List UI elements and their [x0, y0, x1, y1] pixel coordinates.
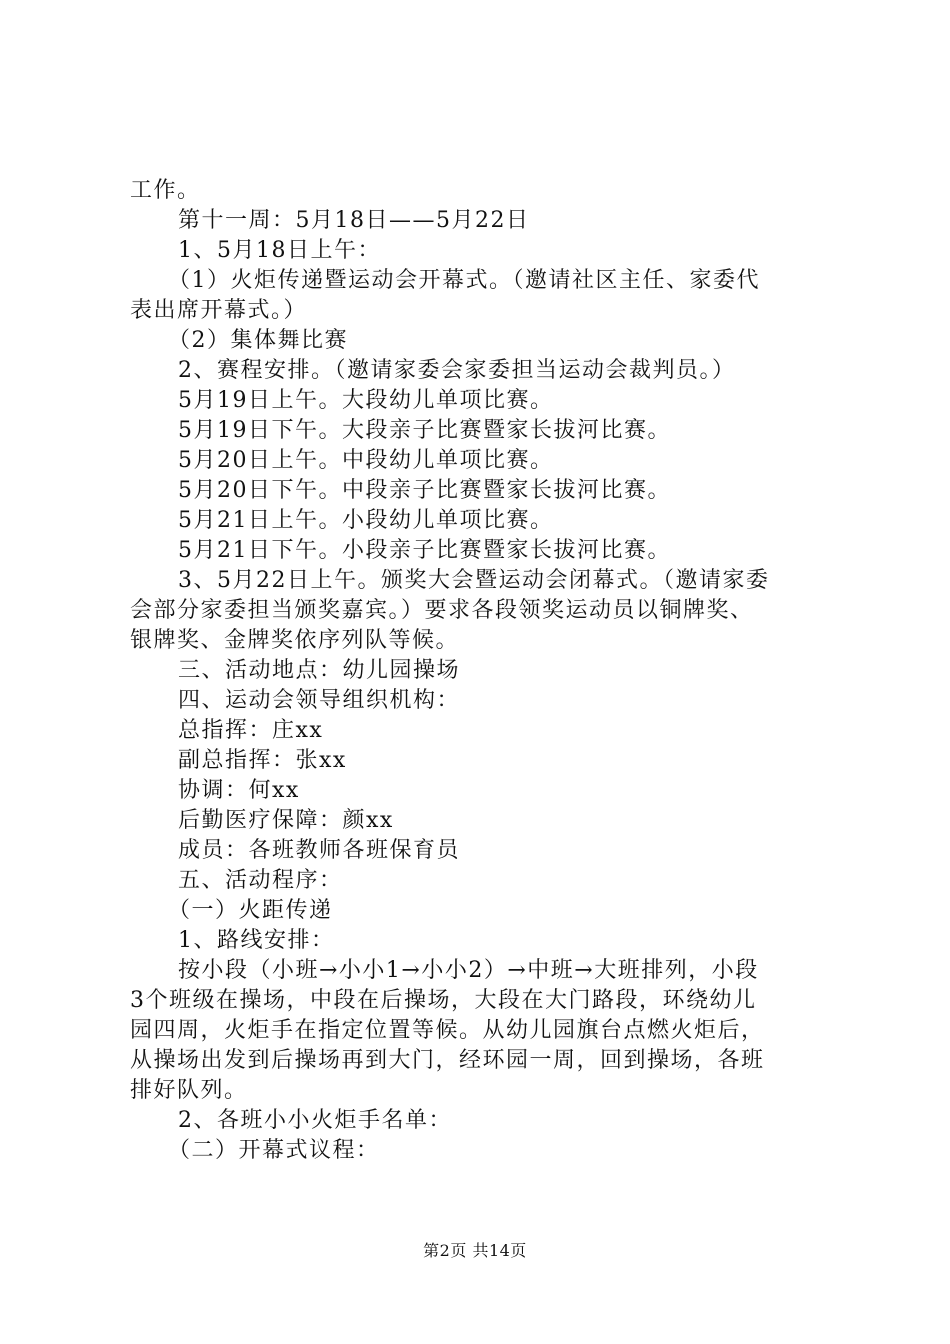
- text-line: 工作。: [130, 178, 201, 203]
- text-line: 成员：各班教师各班保育员: [178, 838, 461, 863]
- text-line: 园四周，火炬手在指定位置等候。从幼儿园旗台点燃火炬后，: [130, 1018, 765, 1043]
- text-line: 5月21日下午。小段亲子比赛暨家长拔河比赛。: [178, 538, 671, 563]
- text-line: 5月20日上午。中段幼儿单项比赛。: [178, 448, 554, 473]
- text-line: 1、5月18日上午：: [178, 238, 381, 263]
- text-line: 2、赛程安排。（邀请家委会家委担当运动会裁判员。）: [178, 358, 736, 383]
- text-line: （二）开幕式议程：: [168, 1138, 380, 1163]
- text-line: 三、活动地点：幼儿园操场: [178, 658, 461, 683]
- text-line: 2、各班小小火炬手名单：: [178, 1108, 452, 1133]
- text-line: 总指挥：庄xx: [178, 718, 324, 743]
- text-line: 5月21日上午。小段幼儿单项比赛。: [178, 508, 554, 533]
- text-line: 5月19日下午。大段亲子比赛暨家长拔河比赛。: [178, 418, 671, 443]
- page-footer: 第2页 共14页: [423, 1241, 527, 1260]
- text-line: 3个班级在操场，中段在后操场，大段在大门路段，环绕幼儿: [130, 988, 757, 1013]
- text-line: 5月20日下午。中段亲子比赛暨家长拔河比赛。: [178, 478, 671, 503]
- text-line: 排好队列。: [130, 1078, 248, 1103]
- text-line: 副总指挥：张xx: [178, 748, 347, 773]
- text-line: 表出席开幕式。）: [130, 298, 308, 323]
- text-line: 从操场出发到后操场再到大门，经环园一周，回到操场，各班: [130, 1048, 765, 1073]
- text-line: 3、5月22日上午。颁奖大会暨运动会闭幕式。（邀请家委: [178, 568, 770, 593]
- text-line: 会部分家委担当颁奖嘉宾。）要求各段领奖运动员以铜牌奖、: [130, 598, 754, 623]
- text-line: 后勤医疗保障：颜xx: [178, 808, 394, 833]
- text-line: 按小段（小班→小小1→小小2）→中班→大班排列，小段: [178, 958, 759, 983]
- text-line: 5月19日上午。大段幼儿单项比赛。: [178, 388, 554, 413]
- text-line: （2）集体舞比赛: [168, 328, 348, 353]
- text-line: （一）火距传递: [168, 898, 333, 923]
- text-line: 四、运动会领导组织机构：: [178, 688, 461, 713]
- text-line: 第十一周：5月18日——5月22日: [178, 208, 530, 233]
- text-line: 1、路线安排：: [178, 928, 335, 953]
- document-body: [130, 176, 830, 1166]
- text-line: 协调：何xx: [178, 778, 300, 803]
- text-line: 五、活动程序：: [178, 868, 343, 893]
- text-line: （1）火炬传递暨运动会开幕式。（邀请社区主任、家委代: [168, 268, 760, 293]
- text-line: 银牌奖、金牌奖依序列队等候。: [130, 628, 460, 653]
